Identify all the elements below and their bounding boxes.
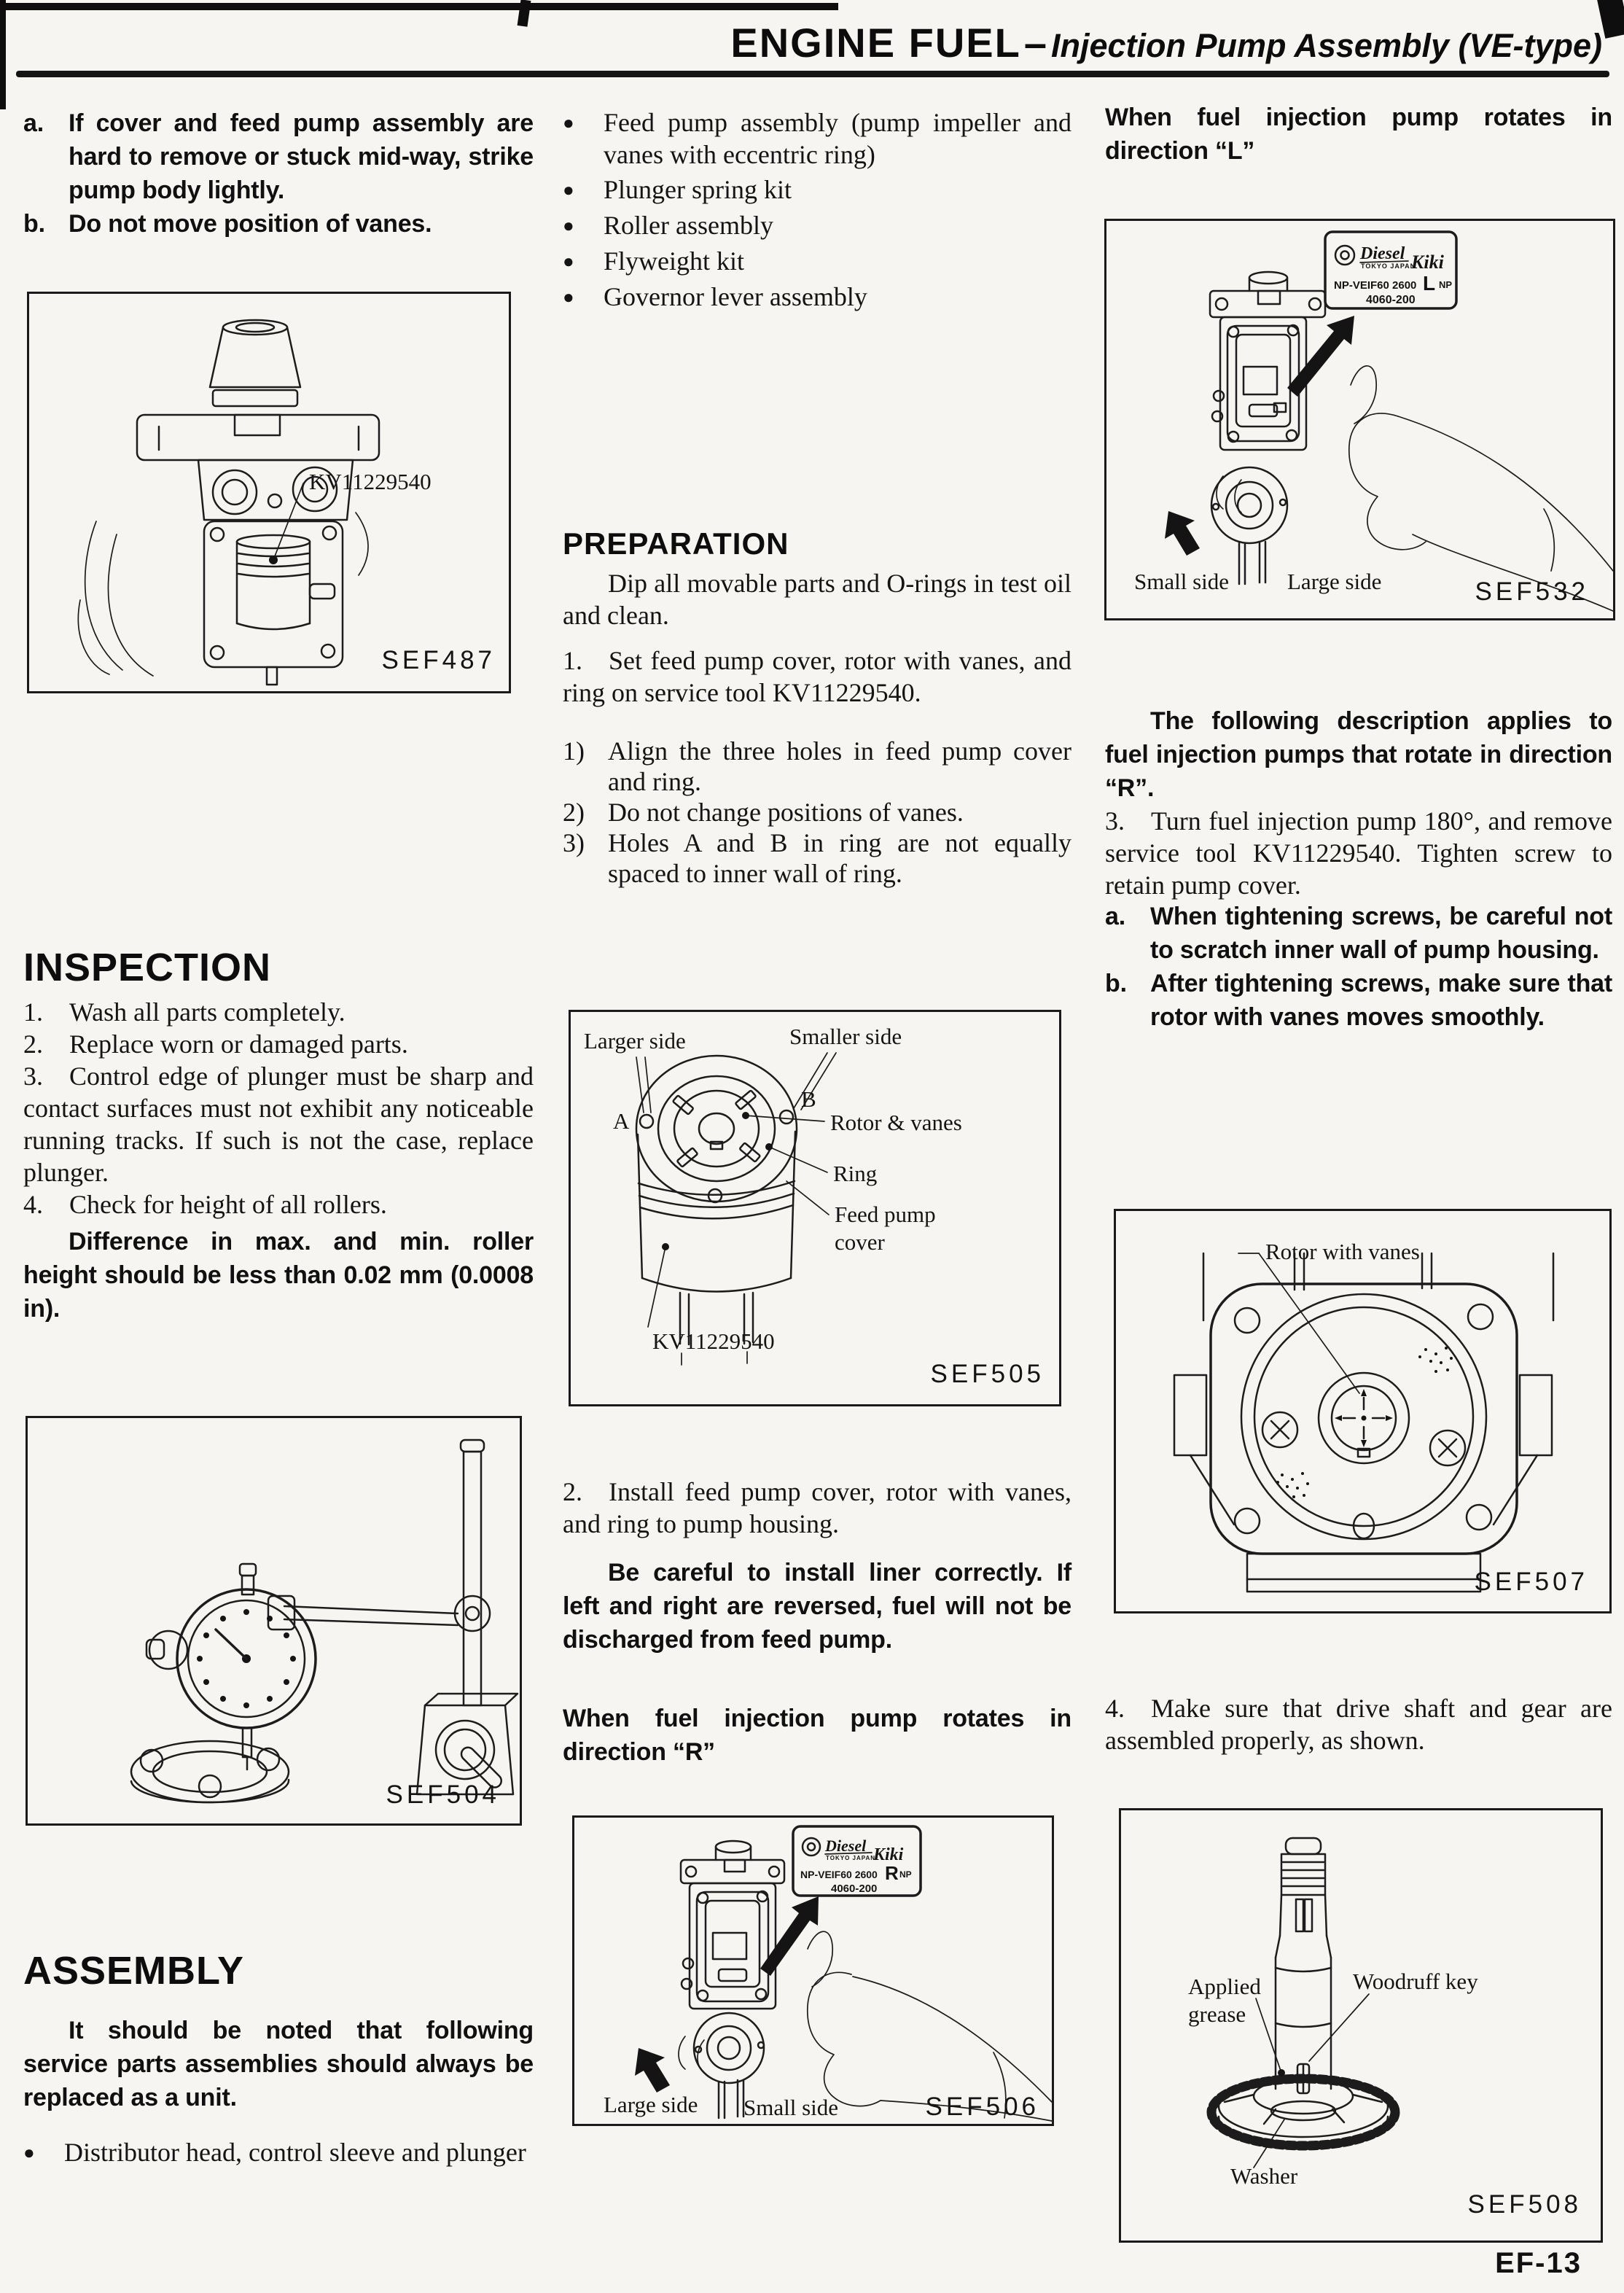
bullet-icon: ● bbox=[563, 251, 574, 272]
header-subtitle: Injection Pump Assembly (VE-type) bbox=[1051, 27, 1602, 64]
bullet-icon: ● bbox=[23, 2142, 35, 2163]
plate-model: NP-VEIF60 2600 bbox=[1334, 279, 1417, 292]
liner-caution: Be careful to install liner correctly. If left and right are reversed, fuel will not be discharged from feed pump. bbox=[563, 1559, 1071, 1654]
list-item-text: Plunger spring kit bbox=[604, 175, 792, 204]
figure-sef506 bbox=[572, 1815, 1054, 2126]
assembly-heading: ASSEMBLY bbox=[23, 1949, 245, 1993]
plate-brand-sub: TOKYO JAPAN bbox=[1361, 262, 1416, 270]
note-a-label: a. bbox=[1105, 903, 1125, 930]
inspection-step3: Control edge of plunger must be sharp and contact surfaces must not exhibit any noticeable running tracks. If such is not the case, replace plunger. bbox=[23, 1062, 534, 1187]
sef506-large-side-label: Large side bbox=[604, 2092, 698, 2117]
sef508-code: SEF508 bbox=[1467, 2190, 1582, 2219]
preparation-intro: Dip all movable parts and O-rings in test oil and clean. bbox=[563, 569, 1071, 630]
plate-number: 4060-200 bbox=[1366, 294, 1416, 306]
note-b bbox=[23, 207, 534, 241]
substep-text: Holes A and B in ring are not equally spaced to inner wall of ring. bbox=[608, 828, 1071, 888]
list-item-text: Feed pump assembly (pump impeller and vanes with eccentric ring) bbox=[604, 108, 1071, 169]
step-num: 3. bbox=[1105, 806, 1125, 836]
inspection-step2-num: 2. bbox=[23, 1029, 43, 1059]
note-b-text: After tightening screws, make sure that rotor with vanes moves smoothly. bbox=[1150, 970, 1612, 1031]
assembly-bullet-block bbox=[23, 2136, 534, 2169]
inspection-note: Difference in max. and min. roller height should be less than 0.02 mm (0.0008 in). bbox=[23, 1228, 534, 1323]
sef508-drawing bbox=[1121, 1810, 1601, 2241]
sef505-code: SEF505 bbox=[930, 1360, 1045, 1388]
step-text: Make sure that drive shaft and gear are assembled properly, as shown. bbox=[1105, 1694, 1612, 1755]
plate-brand2: Kiki bbox=[873, 1845, 904, 1864]
sef508-grease-label-1: Applied bbox=[1188, 1974, 1261, 1999]
sef505-smaller-side-label: Smaller side bbox=[789, 1024, 902, 1049]
screw-notes bbox=[1105, 900, 1612, 1034]
step-num: 1. bbox=[563, 646, 582, 675]
substep-text: Do not change positions of vanes. bbox=[608, 798, 964, 827]
preparation-step1 bbox=[563, 645, 1071, 709]
plate-letter: R bbox=[885, 1862, 899, 1884]
inspection-heading: INSPECTION bbox=[23, 946, 272, 989]
note-a-text: When tightening screws, be careful not to scratch inner wall of pump housing. bbox=[1150, 903, 1612, 964]
plate-number: 4060-200 bbox=[831, 1883, 878, 1895]
preparation-heading: PREPARATION bbox=[563, 526, 789, 561]
bullet-icon: ● bbox=[563, 287, 574, 308]
plate-model: NP-VEIF60 2600 bbox=[800, 1869, 878, 1880]
list-item-text: Flyweight kit bbox=[604, 246, 745, 276]
page-header bbox=[730, 19, 1602, 66]
list-item bbox=[563, 281, 1071, 314]
figure-sef507 bbox=[1114, 1209, 1612, 1613]
inspection-steps bbox=[23, 996, 534, 1221]
inspection-step2: Replace worn or damaged parts. bbox=[69, 1029, 408, 1059]
preparation-substeps bbox=[563, 736, 1071, 889]
sef505-rotor-label: Rotor & vanes bbox=[830, 1110, 962, 1135]
sef487-drawing bbox=[29, 294, 509, 691]
sef507-drawing bbox=[1116, 1211, 1609, 1611]
inspection-step4: Check for height of all rollers. bbox=[69, 1190, 387, 1219]
sef532-drawing bbox=[1106, 221, 1613, 618]
sef506-small-side-label: Small side bbox=[743, 2095, 839, 2120]
sef505-hole-b-label: B bbox=[801, 1086, 816, 1112]
sef505-ring-label: Ring bbox=[833, 1161, 878, 1186]
turn-step3 bbox=[1105, 805, 1612, 901]
header-rule bbox=[16, 71, 1609, 77]
list-item bbox=[563, 174, 1071, 206]
list-item-text: Roller assembly bbox=[604, 211, 773, 240]
figure-sef532 bbox=[1104, 219, 1615, 620]
inspection-step4-num: 4. bbox=[23, 1190, 43, 1219]
note-a bbox=[1105, 900, 1612, 967]
sef505-tool-label: KV11229540 bbox=[652, 1328, 775, 1354]
plate-suffix: NP bbox=[899, 1869, 912, 1880]
sef505-larger-side-label: Larger side bbox=[584, 1028, 686, 1054]
sef505-cover-label-2: cover bbox=[835, 1229, 885, 1255]
inspection-step1: Wash all parts completely. bbox=[69, 997, 346, 1027]
substep-2 bbox=[563, 797, 1071, 828]
figure-sef505 bbox=[569, 1010, 1061, 1406]
list-item bbox=[563, 106, 1071, 171]
bullet-icon: ● bbox=[563, 112, 574, 133]
note-a-b-block bbox=[23, 106, 534, 241]
figure-sef487 bbox=[27, 292, 511, 693]
figure-sef504 bbox=[26, 1416, 522, 1826]
step-num: 2. bbox=[563, 1477, 582, 1506]
sef487-part-label: KV11229540 bbox=[309, 469, 432, 494]
step-text: Set feed pump cover, rotor with vanes, and ring on service tool KV11229540. bbox=[563, 646, 1071, 707]
plate-suffix: NP bbox=[1439, 279, 1453, 290]
sef504-code: SEF504 bbox=[386, 1780, 500, 1809]
assembly-bullet bbox=[23, 2136, 534, 2169]
scan-mark-left-edge bbox=[0, 0, 6, 109]
sef505-cover-label-1: Feed pump bbox=[835, 1202, 936, 1227]
note-b-text: Do not move position of vanes. bbox=[69, 210, 432, 238]
direction-r-description: The following description applies to fuel injection pumps that rotate in direction “R”. bbox=[1105, 707, 1612, 802]
sef532-small-side-label: Small side bbox=[1134, 569, 1230, 594]
substep-marker: 3) bbox=[563, 828, 585, 857]
substep-3 bbox=[563, 828, 1071, 889]
step-text: Install feed pump cover, rotor with vanes, and ring to pump housing. bbox=[563, 1477, 1071, 1538]
substep-text: Align the three holes in feed pump cover and ring. bbox=[608, 736, 1071, 796]
sef508-key-label: Woodruff key bbox=[1353, 1969, 1478, 1994]
sef505-drawing bbox=[571, 1012, 1059, 1404]
sef507-code: SEF507 bbox=[1474, 1568, 1588, 1596]
note-a-label: a. bbox=[23, 109, 44, 137]
substep-1 bbox=[563, 736, 1071, 797]
bullet-icon: ● bbox=[563, 179, 574, 201]
plate-brand2: Kiki bbox=[1411, 252, 1444, 273]
plate-brand-sub: TOKYO JAPAN bbox=[826, 1855, 876, 1861]
sef532-code: SEF532 bbox=[1475, 577, 1589, 606]
install-step2 bbox=[563, 1476, 1071, 1540]
substep-marker: 2) bbox=[563, 798, 585, 827]
rotates-r-heading: When fuel injection pump rotates in direction “R” bbox=[563, 1705, 1071, 1766]
sef508-grease-label-2: grease bbox=[1188, 2001, 1246, 2027]
sef506-code: SEF506 bbox=[925, 2092, 1039, 2121]
plate-brand: Diesel bbox=[1360, 244, 1405, 263]
sef505-hole-a-label: A bbox=[613, 1108, 630, 1134]
bullet-icon: ● bbox=[563, 215, 574, 236]
unit-bullet-list bbox=[563, 106, 1071, 314]
note-b-label: b. bbox=[1105, 970, 1127, 997]
inspection-step3-num: 3. bbox=[23, 1062, 43, 1091]
sef532-large-side-label: Large side bbox=[1287, 569, 1382, 594]
note-a bbox=[23, 106, 534, 207]
note-b bbox=[1105, 967, 1612, 1034]
driveshaft-step4 bbox=[1105, 1692, 1612, 1756]
rotates-l-heading: When fuel injection pump rotates in direction “L” bbox=[1105, 104, 1612, 165]
step-num: 4. bbox=[1105, 1694, 1125, 1723]
substep-marker: 1) bbox=[563, 736, 585, 766]
note-a-text: If cover and feed pump assembly are hard to remove or stuck mid-way, strike pump body lightly. bbox=[69, 109, 534, 204]
assembly-bullet-text: Distributor head, control sleeve and plunger bbox=[64, 2138, 526, 2167]
list-item bbox=[563, 209, 1071, 242]
assembly-note: It should be noted that following service parts assemblies should always be replaced as a unit. bbox=[23, 2017, 534, 2111]
plate-letter: L bbox=[1423, 272, 1436, 295]
page-number: EF-13 bbox=[1495, 2247, 1582, 2279]
inspection-step1-num: 1. bbox=[23, 997, 43, 1027]
sef504-drawing bbox=[28, 1418, 520, 1823]
sef506-drawing bbox=[574, 1818, 1052, 2124]
header-title: ENGINE FUEL bbox=[730, 20, 1021, 66]
sef487-code: SEF487 bbox=[381, 646, 496, 674]
figure-sef508 bbox=[1119, 1808, 1603, 2243]
plate-brand: Diesel bbox=[825, 1837, 867, 1855]
list-item bbox=[563, 245, 1071, 278]
sef507-rotor-label: Rotor with vanes bbox=[1265, 1239, 1420, 1264]
scan-streak-top bbox=[0, 3, 838, 10]
header-dash: – bbox=[1023, 20, 1049, 66]
note-b-label: b. bbox=[23, 210, 45, 238]
sef508-washer-label: Washer bbox=[1230, 2163, 1298, 2189]
step-text: Turn fuel injection pump 180°, and remove service tool KV11229540. Tighten screw to retain pump cover. bbox=[1105, 806, 1612, 900]
list-item-text: Governor lever assembly bbox=[604, 282, 867, 311]
